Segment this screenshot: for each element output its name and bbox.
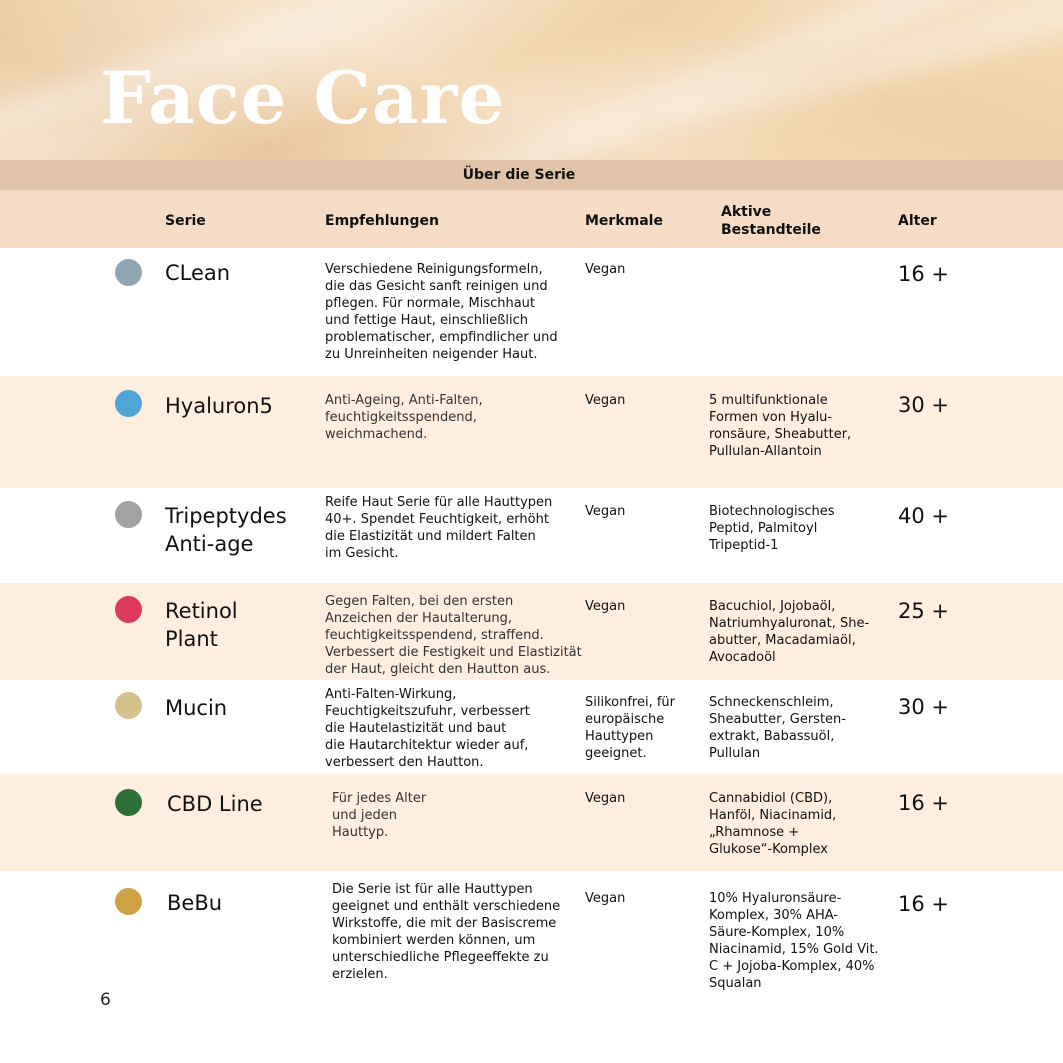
series-name: Retinol Plant — [165, 599, 238, 651]
table-row — [0, 376, 1063, 488]
table-row — [0, 774, 1063, 871]
alter-cell: 30 + — [898, 695, 949, 719]
series-color-dot — [115, 789, 142, 816]
section-band — [0, 160, 1063, 190]
series-color-dot — [115, 259, 142, 286]
table-row — [0, 488, 1063, 583]
alter-cell: 40 + — [898, 504, 949, 528]
empfehlungen-cell: Anti-Ageing, Anti-Falten, feuchtigkeitsspendend, weichmachend. — [325, 393, 483, 442]
empfehlungen-cell: Die Serie ist für alle Hauttypen geeignet und enthält verschiedene Wirkstoffe, die mit der Basiscreme kombiniert werden können, um unterschiedliche Pflegeeffekte zu erzielen. — [332, 882, 561, 982]
hero-banner — [0, 0, 1063, 160]
bestandteile-cell: 10% Hyaluronsäure- Komplex, 30% AHA- Säure-Komplex, 10% Niacinamid, 15% Gold Vit. C + Jojoba-Komplex, 40% Squalan — [709, 891, 879, 991]
merkmale-cell: Vegan — [585, 599, 626, 614]
col-header-alter: Alter — [898, 213, 937, 229]
series-name: BeBu — [167, 891, 223, 915]
merkmale-cell: Vegan — [585, 262, 626, 277]
table-header — [0, 190, 1063, 248]
col-header-empfehlungen: Empfehlungen — [325, 213, 439, 229]
empfehlungen-cell: Anti-Falten-Wirkung, Feuchtigkeitszufuhr, verbessert die Hautelastizität und baut die Hautarchitektur wieder auf, verbessert den Hautton. — [325, 687, 530, 770]
empfehlungen-cell: Gegen Falten, bei den ersten Anzeichen der Hautalterung, feuchtigkeitsspendend, straffend. Verbessert die Festigkeit und Elastizität der Haut, gleicht den Hautton aus. — [325, 594, 582, 677]
table-row — [0, 249, 1063, 376]
series-name: CLean — [165, 261, 231, 285]
alter-cell: 30 + — [898, 393, 949, 417]
empfehlungen-cell: Für jedes Alter und jeden Hauttyp. — [332, 791, 427, 840]
merkmale-cell: Silikonfrei, für europäische Hauttypen geeignet. — [585, 695, 676, 761]
series-color-dot — [115, 596, 142, 623]
merkmale-cell: Vegan — [585, 891, 626, 906]
merkmale-cell: Vegan — [585, 504, 626, 519]
bestandteile-cell: 5 multifunktionale Formen von Hyalu- ronsäure, Sheabutter, Pullulan-Allantoin — [709, 393, 852, 459]
bestandteile-cell: Biotechnologisches Peptid, Palmitoyl Tripeptid-1 — [709, 504, 835, 553]
series-color-dot — [115, 501, 142, 528]
alter-cell: 16 + — [898, 262, 949, 286]
col-header-bestandteile: Aktive Bestandteile — [721, 204, 821, 238]
series-color-dot — [115, 390, 142, 417]
series-name: Hyaluron5 — [165, 394, 273, 418]
alter-cell: 16 + — [898, 791, 949, 815]
col-header-merkmale: Merkmale — [585, 213, 663, 229]
page-title: Face Care — [100, 55, 506, 140]
empfehlungen-cell: Verschiedene Reinigungsformeln, die das Gesicht sanft reinigen und pflegen. Für normale, Mischhaut und fettige Haut, einschließlich problematischer, empfindlicher und zu Unreinheiten neigender Haut. — [325, 262, 558, 362]
table-row — [0, 583, 1063, 680]
series-color-dot — [115, 692, 142, 719]
series-name: Mucin — [165, 696, 228, 720]
table-row — [0, 871, 1063, 996]
empfehlungen-cell: Reife Haut Serie für alle Hauttypen 40+. Spendet Feuchtigkeit, erhöht die Elastizität und mildert Falten im Gesicht. — [325, 495, 553, 561]
merkmale-cell: Vegan — [585, 393, 626, 408]
col-header-serie: Serie — [165, 213, 206, 229]
series-name: CBD Line — [167, 792, 263, 816]
bestandteile-cell: Bacuchiol, Jojobaöl, Natriumhyaluronat, She- abutter, Macadamiaöl, Avocadoöl — [709, 599, 870, 665]
section-label: Über die Serie — [462, 167, 576, 183]
merkmale-cell: Vegan — [585, 791, 626, 806]
alter-cell: 25 + — [898, 599, 949, 623]
series-color-dot — [115, 888, 142, 915]
bestandteile-cell: Cannabidiol (CBD), Hanföl, Niacinamid, „Rhamnose + Glukose“-Komplex — [709, 791, 837, 857]
table-row — [0, 680, 1063, 774]
alter-cell: 16 + — [898, 892, 949, 916]
series-name: Tripeptydes Anti-age — [165, 504, 287, 556]
page-number: 6 — [100, 990, 111, 1010]
bestandteile-cell: Schneckenschleim, Sheabutter, Gersten- extrakt, Babassuöl, Pullulan — [709, 695, 846, 761]
